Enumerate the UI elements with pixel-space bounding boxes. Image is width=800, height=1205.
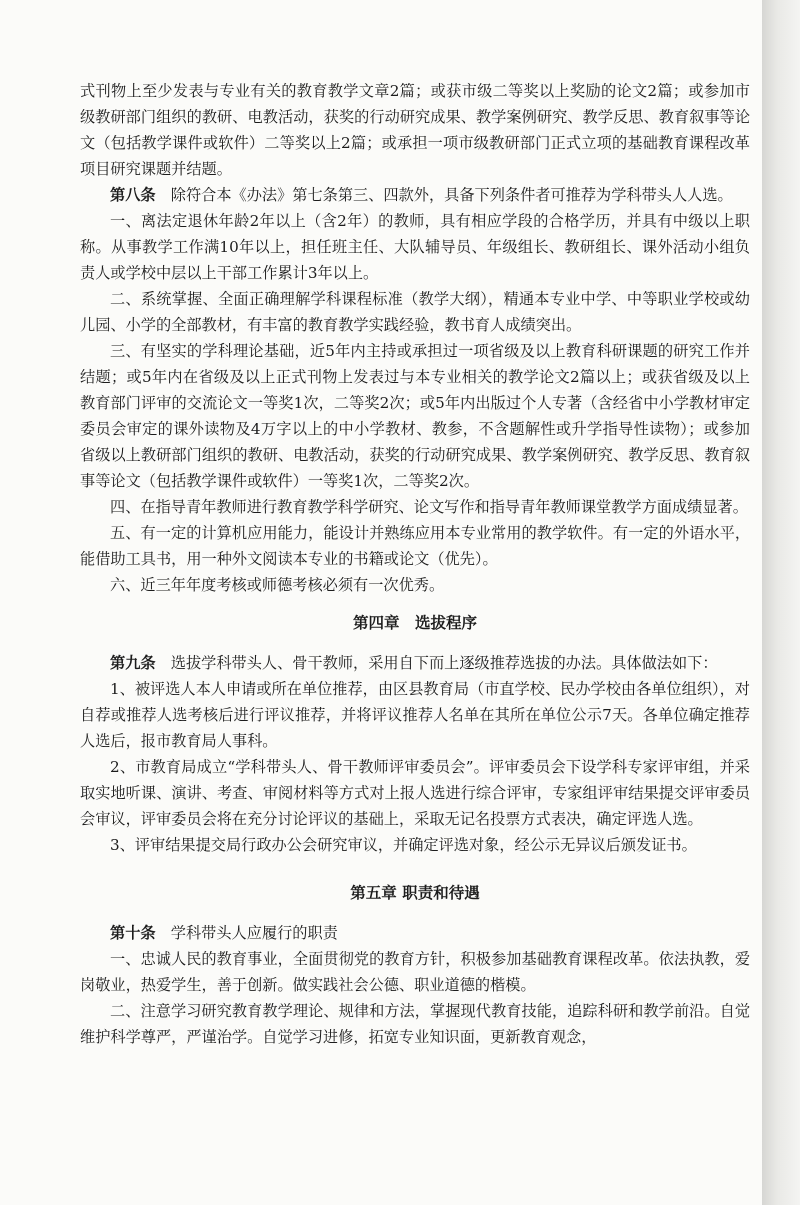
article-label: 第九条 (110, 654, 156, 672)
paragraph: 3、评审结果提交局行政办公会研究审议，并确定评选对象，经公示无异议后颁发证书。 (110, 836, 697, 854)
paragraph: 1、被评选人本人申请或所在单位推荐，由区县教育局（市直学校、民办学校由各单位组织），对自荐或推荐人选考核后进行评议推荐，并将评议推荐人名单在其所在单位公示7天。各单位确定推荐人选后，报市教育局人事科。 (80, 680, 750, 750)
chapter-heading: 第四章 选拔程序 (352, 613, 477, 632)
paragraph: 三、有坚实的学科理论基础，近5年内主持或承担过一项省级及以上教育科研课题的研究工作并结题；或5年内在省级及以上正式刊物上发表过与本专业相关的教学论文2篇以上；或获省级及以上教育部门评审的交流论文一等奖1次，二等奖2次；或5年内出版过个人专著（含经省中小学教材审定委员会审定的课外读物及4万字以上的中小学教材、教参，不含题解性或升学指导性读物）；或参加省级以上教研部门组织的教研、电教活动，获奖的行动研究成果、教学案例研究、教学反思、教育叙事等论文（包括教学课件或软件）一等奖1次，二等奖2次。 (80, 342, 750, 490)
paragraph: 一、离法定退休年龄2年以上（含2年）的教师，具有相应学段的合格学历，并具有中级以上职称。从事教学工作满10年以上，担任班主任、大队辅导员、年级组长、教研组长、课外活动小组负责人或学校中层以上干部工作累计3年以上。 (80, 212, 750, 282)
paragraph: 二、注意学习研究教育教学理论、规律和方法，掌握现代教育技能，追踪科研和教学前沿。自觉维护科学尊严，严谨治学。自觉学习进修，拓宽专业知识面，更新教育观念， (80, 1002, 750, 1046)
paragraph: 式刊物上至少发表与专业有关的教育教学文章2篇；或获市级二等奖以上奖励的论文2篇；或参加市级教研部门组织的教研、电教活动，获奖的行动研究成果、教学案例研究、教学反思、教育叙事等论文（包括教学课件或软件）二等奖以上2篇；或承担一项市级教研部门正式立项的基础教育课程改革项目研究课题并结题。 (80, 82, 750, 178)
article-text: 学科带头人应履行的职责 (155, 924, 338, 942)
article-label: 第十条 (110, 924, 156, 942)
article-text: 选拔学科带头人、骨干教师，采用自下而上逐级推荐选拔的办法。具体做法如下： (155, 654, 718, 672)
page-edge-shadow (762, 0, 800, 1205)
paragraph: 五、有一定的计算机应用能力，能设计并熟练应用本专业常用的教学软件。有一定的外语水平，能借助工具书，用一种外文阅读本专业的书籍或论文（优先）。 (80, 524, 750, 568)
chapter-heading: 第五章 职责和待遇 (350, 883, 480, 902)
paragraph: 一、忠诚人民的教育事业，全面贯彻党的教育方针，积极参加基础教育课程改革。依法执教，爱岗敬业，热爱学生，善于创新。做实践社会公德、职业道德的楷模。 (80, 950, 750, 994)
article-text: 除符合本《办法》第七条第三、四款外，具备下列条件者可推荐为学科带头人人选。 (155, 186, 733, 204)
paragraph: 二、系统掌握、全面正确理解学科课程标准（教学大纲），精通本专业中学、中等职业学校或幼儿园、小学的全部教材，有丰富的教育教学实践经验，教书育人成绩突出。 (80, 290, 750, 334)
document-body (80, 78, 750, 1050)
paragraph: 四、在指导青年教师进行教育教学科学研究、论文写作和指导青年教师课堂教学方面成绩显著。 (110, 498, 748, 516)
paragraph: 2、市教育局成立“学科带头人、骨干教师评审委员会”。评审委员会下设学科专家评审组，并采取实地听课、演讲、考查、审阅材料等方式对上报人选进行综合评审，专家组评审结果提交评审委员会审议，评审委员会将在充分讨论评议的基础上，采取无记名投票方式表决，确定评选人选。 (80, 758, 750, 828)
article-label: 第八条 (110, 186, 156, 204)
paragraph: 六、近三年年度考核或师德考核必须有一次优秀。 (110, 576, 445, 594)
article-10 (80, 920, 750, 946)
article-8 (80, 182, 750, 208)
article-9 (80, 650, 750, 676)
